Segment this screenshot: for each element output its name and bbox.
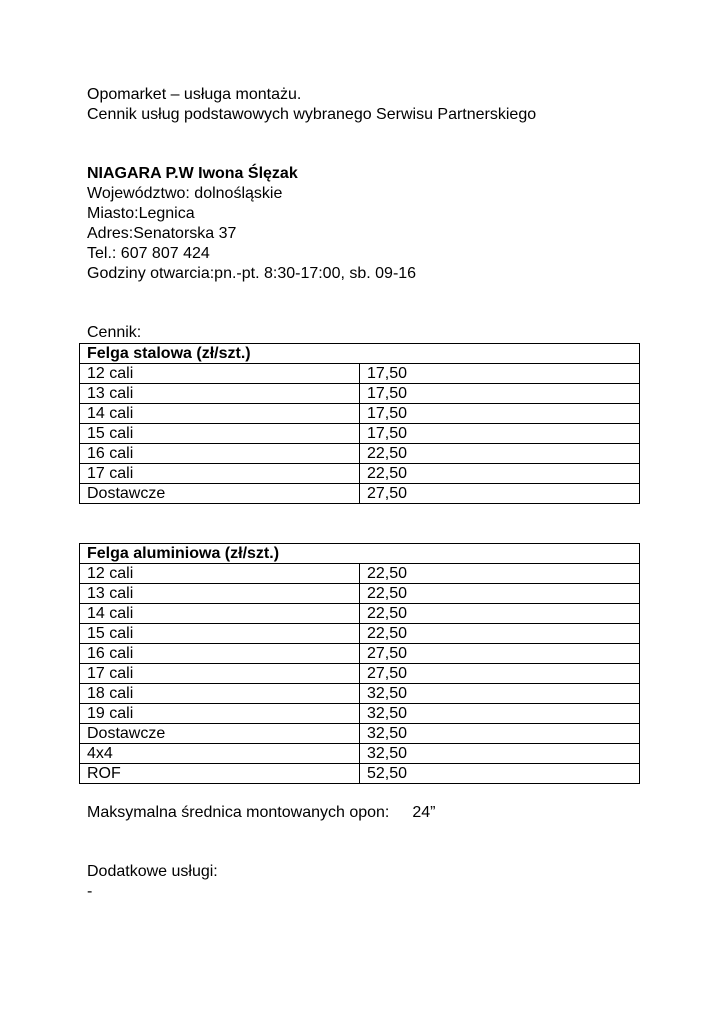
table-row — [80, 444, 640, 464]
price-cell: 22,50 — [360, 624, 640, 644]
table-row — [80, 764, 640, 784]
pricelist-label: Cennik: — [87, 324, 142, 341]
size-cell: 14 cali — [80, 604, 360, 624]
size-cell: 17 cali — [80, 664, 360, 684]
table-row — [80, 464, 640, 484]
size-cell: 14 cali — [80, 404, 360, 424]
max-diameter-line — [87, 803, 647, 823]
price-cell: 17,50 — [360, 424, 640, 444]
table-row — [80, 404, 640, 424]
table-row — [80, 424, 640, 444]
alu-table-title: Felga aluminiowa (zł/szt.) — [80, 544, 640, 564]
size-cell: 13 cali — [80, 384, 360, 404]
max-diameter-label: Maksymalna średnica montowanych opon: — [87, 804, 390, 821]
price-cell: 22,50 — [360, 604, 640, 624]
size-cell: 16 cali — [80, 644, 360, 664]
partner-address: Adres:Senatorska 37 — [87, 225, 237, 242]
price-cell: 17,50 — [360, 404, 640, 424]
price-cell: 52,50 — [360, 764, 640, 784]
document-page — [87, 85, 647, 902]
price-cell: 32,50 — [360, 724, 640, 744]
extra-services-label: Dodatkowe usługi: — [87, 863, 218, 880]
price-cell: 17,50 — [360, 384, 640, 404]
price-cell: 32,50 — [360, 704, 640, 724]
partner-voivodeship: Województwo: dolnośląskie — [87, 185, 283, 202]
price-cell: 32,50 — [360, 684, 640, 704]
table-row — [80, 744, 640, 764]
price-cell: 27,50 — [360, 664, 640, 684]
steel-rim-price-table — [79, 343, 640, 504]
price-cell: 22,50 — [360, 584, 640, 604]
max-diameter-value: 24” — [412, 804, 436, 821]
header-line-1: Opomarket – usługa montażu. — [87, 86, 302, 103]
table-row — [80, 664, 640, 684]
size-cell: Dostawcze — [80, 484, 360, 504]
size-cell: 12 cali — [80, 364, 360, 384]
size-cell: 18 cali — [80, 684, 360, 704]
price-cell: 32,50 — [360, 744, 640, 764]
table-row — [80, 604, 640, 624]
size-cell: 16 cali — [80, 444, 360, 464]
price-cell: 22,50 — [360, 444, 640, 464]
steel-table-title: Felga stalowa (zł/szt.) — [80, 344, 640, 364]
table-row — [80, 644, 640, 664]
size-cell: 15 cali — [80, 424, 360, 444]
table-row — [80, 724, 640, 744]
table-row — [80, 364, 640, 384]
table-header-row — [80, 344, 640, 364]
size-cell: 19 cali — [80, 704, 360, 724]
size-cell: ROF — [80, 764, 360, 784]
size-cell: 12 cali — [80, 564, 360, 584]
partner-name: NIAGARA P.W Iwona Ślęzak — [87, 165, 298, 182]
size-cell: 15 cali — [80, 624, 360, 644]
table-row — [80, 484, 640, 504]
price-cell: 17,50 — [360, 364, 640, 384]
price-cell: 22,50 — [360, 464, 640, 484]
price-cell: 27,50 — [360, 644, 640, 664]
size-cell: 17 cali — [80, 464, 360, 484]
table-row — [80, 384, 640, 404]
size-cell: 4x4 — [80, 744, 360, 764]
alu-rim-price-table — [79, 543, 640, 784]
size-cell: Dostawcze — [80, 724, 360, 744]
table-row — [80, 704, 640, 724]
partner-city: Miasto:Legnica — [87, 205, 195, 222]
header-line-2: Cennik usług podstawowych wybranego Serwisu Partnerskiego — [87, 106, 537, 123]
table-row — [80, 684, 640, 704]
partner-hours: Godziny otwarcia:pn.-pt. 8:30-17:00, sb. 09-16 — [87, 265, 417, 282]
partner-phone: Tel.: 607 807 424 — [87, 245, 210, 262]
table-row — [80, 624, 640, 644]
table-row — [80, 564, 640, 584]
table-header-row — [80, 544, 640, 564]
price-cell: 27,50 — [360, 484, 640, 504]
size-cell: 13 cali — [80, 584, 360, 604]
price-cell: 22,50 — [360, 564, 640, 584]
table-row — [80, 584, 640, 604]
extra-services-value: - — [87, 883, 93, 900]
